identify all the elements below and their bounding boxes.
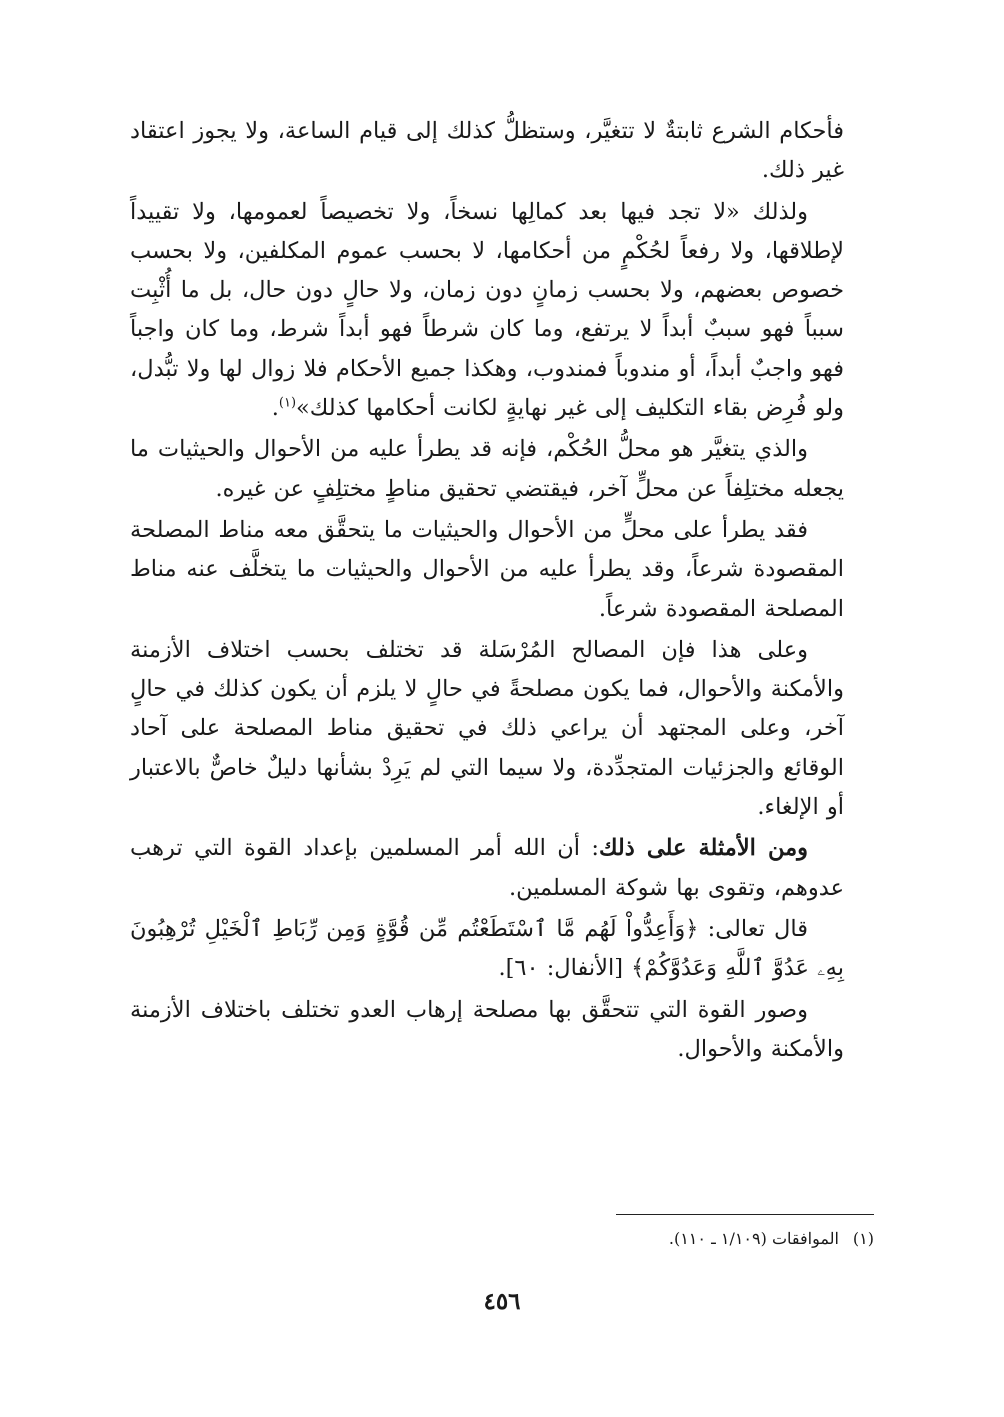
paragraph-text: فقد يطرأ على محلٍّ من الأحوال والحيثيات ما يتحقَّق معه مناط المصلحة المقصودة شرعاً، وقد يطرأ عليه من الأحوال والحيثيات ما يتخلَّف عنه مناط المصلحة المقصودة شرعاً. [130,516,844,622]
paragraph-8 [130,991,844,1070]
paragraph-text: : أن الله أمر المسلمين بإعداد القوة التي ترهب عدوهم، وتقوى بها شوكة المسلمين. [130,835,844,901]
paragraph-text: فأحكام الشرع ثابتةٌ لا تتغيَّر، وستظلُّ كذلك إلى قيام الساعة، ولا يجوز اعتقاد غير ذلك. [130,118,844,184]
footnote-divider [616,1214,874,1215]
paragraph-text: وصور القوة التي تتحقَّق بها مصلحة إرهاب العدو تختلف باختلاف الأزمنة والأمكنة والأحوال. [130,996,844,1062]
paragraph-1 [130,112,844,191]
paragraph-text: ولذلك «لا تجد فيها بعد كمالِها نسخاً، ولا تخصيصاً لعمومها، ولا تقييداً لإطلاقها، ولا رفعاً لحُكْمٍ من أحكامها، لا بحسب عموم المكلفين، ولا بحسب خصوص بعضهم، ولا بحسب زمانٍ دون زمان، ولا حالٍ دون حال، بل ما أُثْبِت سبباً فهو سببٌ أبداً لا يرتفع، وما كان شرطاً فهو أبداً شرط، وما كان واجباً فهو واجبٌ أبداً، أو مندوباً فمندوب، وهكذا جميع الأحكام فلا زوال لها ولا تبُّدل، ولو فُرِض بقاء التكليف إلى غير نهايةٍ لكانت أحكامها كذلك» [130,198,844,422]
paragraph-text: وعلى هذا فإن المصالح المُرْسَلة قد تختلف بحسب اختلاف الأزمنة والأمكنة والأحوال، فما يكون مصلحةً في حالٍ لا يلزم أن يكون كذلك في حالٍ آخر، وعلى المجتهد أن يراعي ذلك في تحقيق مناط المصلحة على آحاد الوقائع والجزئيات المتجدِّدة، ولا سيما التي لم يَرِدْ بشأنها دليلٌ خاصٌّ بالاعتبار أو الإلغاء. [130,636,844,821]
paragraph-tail: . [271,395,279,422]
paragraph-text: والذي يتغيَّر هو محلُّ الحُكْم، فإنه قد يطرأ عليه من الأحوال والحيثيات ما يجعله مختلِفاً عن محلٍّ آخر، فيقتضي تحقيق مناطٍ مختلِفٍ عن غيره. [130,436,844,502]
paragraph-7-verse [130,910,844,989]
footnote-text: الموافقات (١/١٠٩ ـ ١١٠). [668,1229,839,1248]
footnote-reference[interactable]: (١) [278,395,297,411]
paragraph-2-quote [130,193,844,429]
page-number: ٤٥٦ [483,1288,521,1315]
paragraph-5 [130,631,844,827]
footnote-number: (١) [852,1229,874,1248]
footnote [669,1228,874,1250]
paragraph-6-examples [130,829,844,908]
paragraph-3 [130,430,844,509]
page-body [130,112,844,1071]
quran-verse: قال تعالى: ﴿وَأَعِدُّواْ لَهُم مَّا ٱسْتَطَعْتُم مِّن قُوَّةٍ وَمِن رِّبَاطِ ٱلْخَيْلِ تُرْهِبُونَ بِهِۦ عَدُوَّ ٱللَّهِ وَعَدُوَّكُمْ﴾ [الأنفال: ٦٠]. [130,915,844,982]
paragraph-4 [130,511,844,629]
examples-heading: ومن الأمثلة على ذلك [598,835,809,862]
